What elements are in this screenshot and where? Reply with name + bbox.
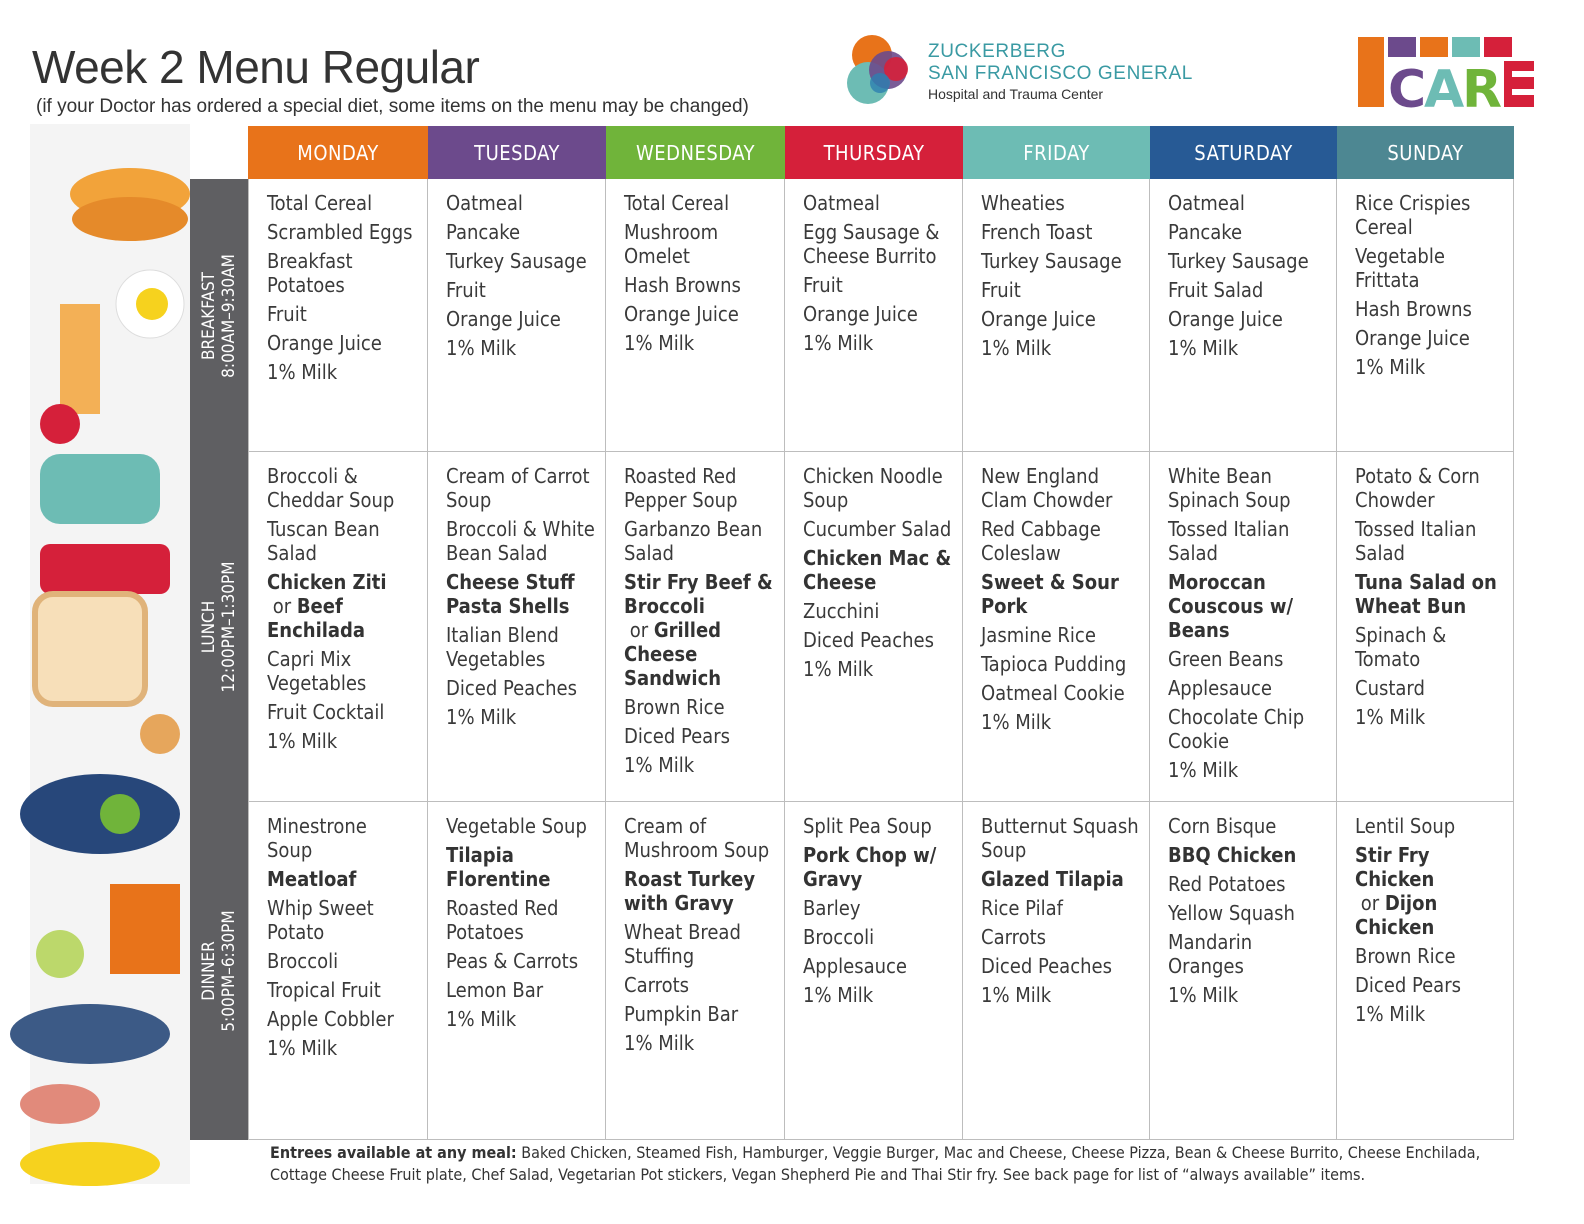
menu-item: Cucumber Salad — [803, 517, 952, 541]
menu-item: Broccoli — [803, 925, 875, 949]
meal-time: 5:00PM–6:30PM — [219, 910, 239, 1032]
menu-item: 1% Milk — [446, 705, 517, 729]
hospital-name-line2: SAN FRANCISCO GENERAL — [928, 63, 1193, 84]
menu-item: Turkey Sausage — [981, 249, 1122, 273]
day-header-thursday: THURSDAY — [785, 126, 963, 179]
menu-item: Diced Peaches — [803, 628, 934, 652]
menu-item: French Toast — [981, 220, 1093, 244]
menu-item: 1% Milk — [1355, 355, 1426, 379]
menu-item: Fruit — [267, 302, 307, 326]
menu-item: Lentil Soup — [1355, 814, 1456, 838]
menu-item: 1% Milk — [624, 331, 695, 355]
menu-cell-lunch-thursday — [785, 452, 963, 802]
menu-item: Diced Pears — [624, 724, 730, 748]
menu-cell-dinner-friday — [963, 802, 1150, 1140]
day-header-sunday: SUNDAY — [1337, 126, 1514, 179]
menu-item: Vegetable Frittata — [1355, 244, 1445, 292]
menu-item: Brown Rice — [1355, 944, 1456, 968]
day-header-monday: MONDAY — [248, 126, 428, 179]
menu-item: 1% Milk — [267, 360, 338, 384]
menu-item: 1% Milk — [1168, 336, 1239, 360]
menu-item: Oatmeal — [803, 191, 880, 215]
menu-item: Oatmeal — [446, 191, 523, 215]
meal-label-breakfast — [190, 179, 248, 452]
menu-item: 1% Milk — [1168, 983, 1239, 1007]
menu-item: Minestrone Soup — [267, 814, 367, 862]
hospital-name-line1: ZUCKERBERG — [928, 41, 1066, 62]
menu-item: Roasted Red Pepper Soup — [624, 464, 738, 512]
menu-item: 1% Milk — [981, 336, 1052, 360]
menu-item: Butternut Squash Soup — [981, 814, 1139, 862]
menu-item: Rice Pilaf — [981, 896, 1063, 920]
day-header-saturday: SATURDAY — [1150, 126, 1337, 179]
menu-item: Tapioca Pudding — [981, 652, 1127, 676]
menu-cell-dinner-saturday — [1150, 802, 1337, 1140]
menu-cell-dinner-tuesday — [428, 802, 606, 1140]
day-header-friday: FRIDAY — [963, 126, 1150, 179]
menu-item: Tossed Italian Salad — [1355, 517, 1477, 565]
entree-name: Roast Turkey with Gravy — [624, 867, 756, 915]
menu-cell-lunch-tuesday — [428, 452, 606, 802]
meal-name: BREAKFAST — [199, 271, 219, 360]
page-title: Week 2 Menu Regular — [32, 41, 480, 93]
entree-name: Cheese Stuff Pasta Shells — [446, 570, 575, 618]
menu-item: Rice Crispies Cereal — [1355, 191, 1471, 239]
menu-cell-dinner-wednesday — [606, 802, 785, 1140]
menu-item: Oatmeal Cookie — [981, 681, 1125, 705]
menu-item: Vegetable Soup — [446, 814, 587, 838]
menu-item: 1% Milk — [803, 331, 874, 355]
menu-grid — [190, 126, 1548, 1166]
menu-item: Chocolate Chip Cookie — [1168, 705, 1305, 753]
entree-name: Tuna Salad on Wheat Bun — [1355, 570, 1497, 618]
menu-item: Italian Blend Vegetables — [446, 623, 559, 671]
menu-item: 1% Milk — [446, 336, 517, 360]
menu-item: Scrambled Eggs — [267, 220, 413, 244]
menu-cell-breakfast-tuesday — [428, 179, 606, 452]
menu-cell-lunch-wednesday — [606, 452, 785, 802]
meal-name: LUNCH — [199, 600, 219, 654]
menu-item: Roasted Red Potatoes — [446, 896, 559, 944]
menu-item: Fruit — [803, 273, 843, 297]
entree-name: BBQ Chicken — [1168, 843, 1297, 867]
menu-item: Zucchini — [803, 599, 880, 623]
entree-name: Chicken Ziti — [267, 570, 387, 594]
menu-item: 1% Milk — [803, 657, 874, 681]
svg-text:A: A — [1424, 60, 1465, 109]
menu-item: White Bean Spinach Soup — [1168, 464, 1291, 512]
menu-item: 1% Milk — [981, 710, 1052, 734]
menu-item: Potato & Corn Chowder — [1355, 464, 1480, 512]
menu-item: Whip Sweet Potato — [267, 896, 374, 944]
menu-item: Hash Browns — [1355, 297, 1472, 321]
menu-item: Apple Cobbler — [267, 1007, 394, 1031]
svg-text:C: C — [1388, 60, 1427, 109]
footer-text: Baked Chicken, Steamed Fish, Hamburger, Veggie Burger, Mac and Cheese, Cheese Pizza, Bean & Cheese Burrito, Cheese Enchilada, Cottage Cheese Fruit plate, Chef Salad, Vegetarian Pot stickers, Vegan Shepherd Pie and Thai Stir fry. See back page for list of “always available” items. — [270, 1143, 1481, 1184]
menu-item: 1% Milk — [624, 1031, 695, 1055]
meal-label-text — [199, 254, 239, 378]
menu-cell-breakfast-monday — [248, 179, 428, 452]
menu-item: Lemon Bar — [446, 978, 544, 1002]
menu-item: Broccoli & White Bean Salad — [446, 517, 595, 565]
menu-item — [267, 570, 417, 642]
meal-time: 8:00AM–9:30AM — [219, 253, 239, 378]
menu-item — [624, 867, 774, 915]
menu-item: Peas & Carrots — [446, 949, 579, 973]
menu-item: Wheat Bread Stuffing — [624, 920, 741, 968]
menu-item: Orange Juice — [803, 302, 918, 326]
menu-item: Chicken Noodle Soup — [803, 464, 943, 512]
entree-name-alt: Beef Enchilada — [267, 594, 366, 642]
menu-item — [1168, 570, 1326, 642]
meal-label-dinner — [190, 802, 248, 1140]
menu-item: 1% Milk — [1168, 758, 1239, 782]
footer-note — [270, 1142, 1510, 1186]
menu-item — [1355, 570, 1503, 618]
menu-item: Turkey Sausage — [446, 249, 587, 273]
menu-item: Oatmeal — [1168, 191, 1245, 215]
menu-cell-breakfast-saturday — [1150, 179, 1337, 452]
menu-item: Cream of Mushroom Soup — [624, 814, 770, 862]
menu-item: Split Pea Soup — [803, 814, 932, 838]
menu-item: 1% Milk — [1355, 1002, 1426, 1026]
menu-item: Fruit — [981, 278, 1021, 302]
menu-cell-lunch-saturday — [1150, 452, 1337, 802]
menu-item: Tossed Italian Salad — [1168, 517, 1290, 565]
menu-item — [981, 867, 1139, 891]
menu-item: Carrots — [981, 925, 1047, 949]
menu-item: Applesauce — [803, 954, 908, 978]
menu-item: Pancake — [446, 220, 521, 244]
menu-item: Brown Rice — [624, 695, 725, 719]
menu-item: Pumpkin Bar — [624, 1002, 739, 1026]
menu-item: Carrots — [624, 973, 690, 997]
entree-connector: or — [267, 594, 297, 618]
menu-item: Tuscan Bean Salad — [267, 517, 380, 565]
menu-item: 1% Milk — [624, 753, 695, 777]
menu-item: Total Cereal — [267, 191, 373, 215]
menu-cell-lunch-sunday — [1337, 452, 1514, 802]
page-subtitle: (if your Doctor has ordered a special diet, some items on the menu may be changed) — [36, 96, 749, 117]
meal-time: 12:00PM–1:30PM — [219, 561, 239, 693]
menu-item: Mushroom Omelet — [624, 220, 719, 268]
menu-item: Yellow Squash — [1168, 901, 1295, 925]
entree-connector: or — [1355, 891, 1385, 915]
hospital-logo-mark-icon — [842, 33, 918, 109]
meal-label-text — [199, 562, 239, 693]
menu-cell-breakfast-thursday — [785, 179, 963, 452]
menu-item: Broccoli & Cheddar Soup — [267, 464, 395, 512]
menu-item: 1% Milk — [267, 729, 338, 753]
meal-name: DINNER — [199, 941, 219, 1001]
menu-item: Diced Pears — [1355, 973, 1461, 997]
menu-cell-breakfast-wednesday — [606, 179, 785, 452]
menu-item: Spinach & Tomato — [1355, 623, 1447, 671]
entree-name: Tilapia Florentine — [446, 843, 551, 891]
menu-item: Cream of Carrot Soup — [446, 464, 590, 512]
menu-item: Wheaties — [981, 191, 1065, 215]
menu-item: Green Beans — [1168, 647, 1284, 671]
entree-name-alt: Grilled Cheese Sandwich — [624, 618, 722, 690]
menu-item: Corn Bisque — [1168, 814, 1277, 838]
entree-connector: or — [624, 618, 654, 642]
menu-item: Custard — [1355, 676, 1425, 700]
menu-item: Orange Juice — [1168, 307, 1283, 331]
entree-name: Stir Fry Beef & Broccoli — [624, 570, 773, 618]
menu-item: Red Cabbage Coleslaw — [981, 517, 1101, 565]
menu-item: Fruit Salad — [1168, 278, 1264, 302]
menu-item: 1% Milk — [446, 1007, 517, 1031]
menu-item: Mandarin Oranges — [1168, 930, 1253, 978]
menu-item: 1% Milk — [1355, 705, 1426, 729]
menu-item: Applesauce — [1168, 676, 1273, 700]
menu-item: Tropical Fruit — [267, 978, 381, 1002]
menu-item: Diced Peaches — [981, 954, 1112, 978]
menu-item: Orange Juice — [446, 307, 561, 331]
menu-item: Turkey Sausage — [1168, 249, 1309, 273]
menu-item: 1% Milk — [267, 1036, 338, 1060]
menu-item: Pancake — [1168, 220, 1243, 244]
menu-item — [803, 546, 952, 594]
menu-cell-dinner-thursday — [785, 802, 963, 1140]
menu-item — [981, 570, 1139, 618]
menu-item: Garbanzo Bean Salad — [624, 517, 763, 565]
menu-item — [446, 843, 595, 891]
menu-item: Breakfast Potatoes — [267, 249, 353, 297]
menu-item — [446, 570, 595, 618]
meal-label-text — [199, 910, 239, 1031]
menu-item: Orange Juice — [1355, 326, 1470, 350]
svg-text:R: R — [1462, 60, 1503, 109]
menu-cell-dinner-monday — [248, 802, 428, 1140]
entree-name: Glazed Tilapia — [981, 867, 1124, 891]
menu-item: New England Clam Chowder — [981, 464, 1113, 512]
meal-label-lunch — [190, 452, 248, 802]
entree-name: Chicken Mac & Cheese — [803, 546, 952, 594]
menu-cell-breakfast-friday — [963, 179, 1150, 452]
entree-name: Stir Fry Chicken — [1355, 843, 1435, 891]
menu-item: Egg Sausage & Cheese Burrito — [803, 220, 940, 268]
menu-item: Hash Browns — [624, 273, 741, 297]
menu-cell-lunch-friday — [963, 452, 1150, 802]
day-header-tuesday: TUESDAY — [428, 126, 606, 179]
entree-name-alt: Dijon Chicken — [1355, 891, 1438, 939]
menu-item — [1168, 843, 1326, 867]
menu-item — [624, 570, 774, 690]
menu-item: Diced Peaches — [446, 676, 577, 700]
menu-item: Jasmine Rice — [981, 623, 1096, 647]
day-header-wednesday: WEDNESDAY — [606, 126, 785, 179]
menu-item: Orange Juice — [624, 302, 739, 326]
entree-name: Moroccan Couscous w/ Beans — [1168, 570, 1294, 642]
menu-cell-lunch-monday — [248, 452, 428, 802]
menu-item: Fruit Cocktail — [267, 700, 385, 724]
menu-item: 1% Milk — [981, 983, 1052, 1007]
menu-item: Barley — [803, 896, 861, 920]
footer-label: Entrees available at any meal: — [270, 1143, 517, 1162]
menu-item: Red Potatoes — [1168, 872, 1286, 896]
menu-item: Orange Juice — [267, 331, 382, 355]
menu-item: Capri Mix Vegetables — [267, 647, 367, 695]
hospital-logo — [842, 33, 1202, 113]
entree-name: Sweet & Sour Pork — [981, 570, 1119, 618]
menu-item: Orange Juice — [981, 307, 1096, 331]
menu-item: 1% Milk — [803, 983, 874, 1007]
entree-name: Meatloaf — [267, 867, 357, 891]
menu-item — [1355, 843, 1503, 939]
menu-cell-breakfast-sunday — [1337, 179, 1514, 452]
menu-item — [267, 867, 417, 891]
menu-item: Broccoli — [267, 949, 339, 973]
menu-item: Fruit — [446, 278, 486, 302]
menu-item: Total Cereal — [624, 191, 730, 215]
menu-item — [803, 843, 952, 891]
entree-name: Pork Chop w/ Gravy — [803, 843, 937, 891]
hospital-name-line3: Hospital and Trauma Center — [928, 86, 1104, 102]
menu-cell-dinner-sunday — [1337, 802, 1514, 1140]
icare-logo-icon — [1358, 35, 1548, 109]
